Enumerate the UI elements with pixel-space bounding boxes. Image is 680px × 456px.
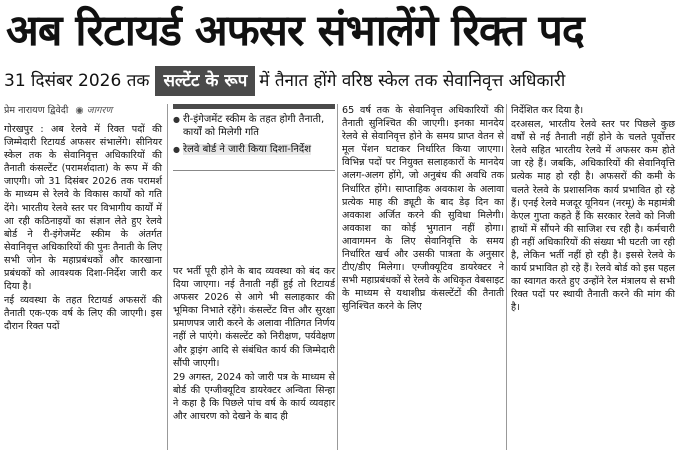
subheadline [4, 66, 676, 96]
byline [4, 104, 112, 118]
headline: अब रिटायर्ड अफसर संभालेंगे रिक्त पद [6, 6, 584, 56]
highlights-rule [173, 170, 335, 171]
source-name: जागरण [86, 105, 113, 116]
paragraph: निर्देशित कर दिया है। [511, 105, 584, 116]
column-divider [337, 104, 338, 450]
paragraph: 65 वर्ष तक के सेवानिवृत्त अधिकारियों की तैनाती सुनिश्चित की जाएगी। इनका मानदेय रेलवे से सेवानिवृत्त होने के समय प्राप्त वेतन से मूल पेंशन घटाकर निर्धारित किया जाएगा। विभिन्न पदों पर नियुक्त सलाहकारों के मानदेय अलग-अलग होंगे, जो अनुबंध की अवधि तक निर्धारित होंगे। साप्ताहिक अवकाश के अलावा प्रत्येक माह की ड्यूटी के बाद डेढ़ दिन का अवकाश अर्जित करने की सुविधा मिलेगी। अवकाश का कोई भुगतान नहीं होगा। आवागमन के लिए सेवानिवृत्ति के समय निर्धारित खर्च और उसकी पात्रता के अनुसार टीए/डीए मिलेगा। एग्जीक्यूटिव डायरेक्टर ने सभी महाप्रबंधकों से रेलवे के अधिकृत वेबसाइट के माध्यम से यथाशीघ्र कंसल्टेंटों की तैनाती सुनिश्चित करने के लिए [342, 105, 504, 313]
subhead-rest: में तैनात होंगे वरिष्ठ स्केल तक सेवानिवृत्त अधिकारी [259, 71, 566, 91]
paragraph: दरअसल, भारतीय रेलवे स्तर पर पिछले कुछ वर्षों से नई तैनाती नहीं होने के चलते पूर्वोत्तर रेलवे सहित भारतीय रेलवे में अफसर कम होते जा रहे हैं। जबकि, अधिकारियों की सेवानिवृत्ति प्रत्येक माह हो रही है। अफसरों की कमी के चलते रेलवे के प्रशासनिक कार्य प्रभावित हो रहे हैं। एनई रेलवे मजदूर यूनियन (नरमू) के महामंत्री केएल गुप्ता कहते हैं कि सरकार रेलवे को निजी हाथों में सौंपने की साजिश रच रही है। कर्मचारी ही नहीं अधिकारियों की संख्या भी घटती जा रही है, लेकिन भर्ती नहीं हो रही है। इससे रेलवे के कार्य प्रभावित हो रहे हैं। रेलवे बोर्ड को इस पहल का स्वागत करते हुए उन्होंने रेल मंत्रालय से सभी रिक्त पदों पर स्थायी तैनाती करने की मांग की है। [511, 119, 675, 314]
subhead-tag: सल्टेंट के रूप [155, 66, 255, 96]
article-column-4 [511, 104, 675, 316]
article-column-2 [173, 265, 335, 424]
paragraph: पर भर्ती पूरी होने के बाद व्यवस्था को बंद कर दिया जाएगा। नई तैनाती नहीं हुई तो रिटायर्ड अफसर 2026 से आगे भी सलाहकार की भूमिका निभाते रहेंगे। कंसल्टेंट वित्त और सुरक्षा प्रमाणपत्र जारी करने के अलावा नीतिगत निर्णय नहीं ले पाएंगे। कंसल्टेंट को निरीक्षण, पर्यवेक्षण और ड्राइंग आदि से संबंधित कार्य की जिम्मेदारी सौंपी जाएगी। [173, 266, 335, 369]
article-column-1 [4, 123, 162, 335]
highlights-box [173, 104, 335, 254]
source-logo [75, 105, 112, 116]
column-divider [167, 104, 168, 450]
author-name: प्रेम नारायण द्विवेदी [4, 105, 69, 116]
column-divider [506, 104, 507, 450]
article-column-3 [342, 104, 504, 315]
paragraph: 29 अगस्त, 2024 को जारी पत्र के माध्यम से बोर्ड की एग्जीक्यूटिव डायरेक्टर अन्विता सिन्हा ने कहा है कि पिछले पांच वर्ष के कार्य व्यवहार और आचरण को देखने के बाद ही [173, 371, 335, 423]
highlight-item: रेलवे बोर्ड ने जारी किया दिशा-निर्देश [183, 144, 312, 155]
highlights-bar [173, 104, 335, 109]
highlight-item: ● री-इंगेजमेंट स्कीम के तहत होगी तैनाती, कार्यों को मिलेगी गति [173, 113, 335, 139]
paragraph: गोरखपुर : अब रेलवे में रिक्त पदों की जिम्मेदारी रिटायर्ड अफसर संभालेंगे। सीनियर स्केल तक के सेवानिवृत्त अधिकारियों की तैनाती कंसल्टेंट (परामर्शदाता) के रूप में की जाएगी। जो 31 दिसंबर 2026 तक परामर्श के माध्यम से रेलवे के विकास कार्यों को गति देंगे। भारतीय रेलवे स्तर पर विभागीय कार्यों में आ रही कठिनाइयों का संज्ञान लेते हुए रेलवे बोर्ड ने री-इंगेजमेंट स्कीम के अंतर्गत सेवानिवृत्त अधिकारियों की पुनः तैनाती के लिए सभी जोन के महाप्रबंधकों और कारखाना प्रबंधकों को आवश्यक दिशा-निर्देश जारी कर दिया है। [4, 124, 162, 293]
source-logo-icon: ◉ [75, 105, 84, 116]
paragraph: नई व्यवस्था के तहत रिटायर्ड अफसरों की तैनाती एक-एक वर्ष के लिए की जाएगी। इस दौरान रिक्त पदों [4, 295, 162, 333]
subhead-date: 31 दिसंबर 2026 तक [4, 71, 150, 91]
